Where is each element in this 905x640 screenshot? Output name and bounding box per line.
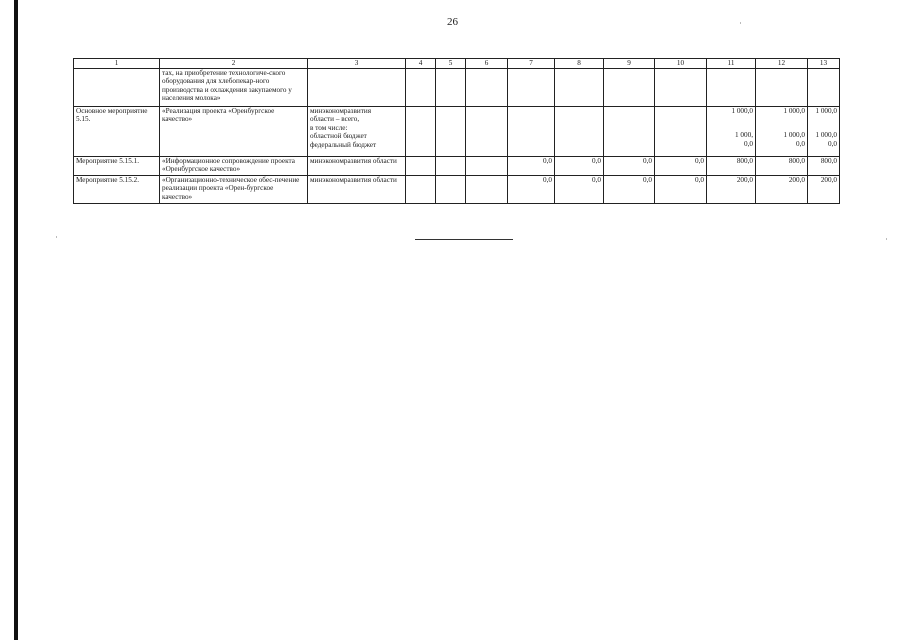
- scan-speck: [56, 236, 57, 238]
- header-cell: 12: [756, 59, 808, 69]
- page-number: 26: [447, 16, 458, 28]
- header-cell: 7: [508, 59, 555, 69]
- cell-description: «Реализация проекта «Оренбургское качество»: [160, 107, 308, 157]
- cell-empty: [74, 69, 160, 107]
- cell-activity-code: Мероприятие 5.15.2.: [74, 176, 160, 204]
- cell-description: «Организационно-техническое обес-печение реализации проекта «Орен-бургское качество»: [160, 176, 308, 204]
- cell-value: 1 000,0 1 000,0 0,0: [808, 107, 840, 157]
- cell-description: тах, на приобретение технологиче-ского оборудования для хлебопекар-ного производства и охлаждения закупаемого у населения молока»: [160, 69, 308, 107]
- cell-value: 0,0: [655, 157, 707, 176]
- table-row: [74, 69, 840, 107]
- header-cell: 10: [655, 59, 707, 69]
- cell-value: 0,0: [555, 176, 604, 204]
- cell-value: 200,0: [756, 176, 808, 204]
- header-cell: 3: [308, 59, 406, 69]
- cell-responsible: минэкономразвития области: [308, 157, 406, 176]
- budget-table: [73, 58, 840, 204]
- scan-edge-bar: [14, 0, 18, 640]
- cell-description: «Информационное сопровождение проекта «Оренбургское качество»: [160, 157, 308, 176]
- header-cell: 4: [406, 59, 436, 69]
- cell-value: 200,0: [808, 176, 840, 204]
- cell-value: 800,0: [756, 157, 808, 176]
- cell-responsible: минэкономразвития области: [308, 176, 406, 204]
- header-cell: 5: [436, 59, 466, 69]
- table-header-row: [74, 59, 840, 69]
- header-cell: 2: [160, 59, 308, 69]
- table-row: [74, 157, 840, 176]
- cell-empty: [308, 69, 406, 107]
- cell-value: 0,0: [508, 176, 555, 204]
- header-cell: 8: [555, 59, 604, 69]
- header-cell: 1: [74, 59, 160, 69]
- table-row: [74, 107, 840, 157]
- header-cell: 11: [707, 59, 756, 69]
- header-cell: 13: [808, 59, 840, 69]
- cell-value: 0,0: [508, 157, 555, 176]
- end-separator-line: [415, 239, 513, 240]
- cell-value: 1 000,0 1 000, 0,0: [707, 107, 756, 157]
- cell-activity-code: Мероприятие 5.15.1.: [74, 157, 160, 176]
- cell-value: 0,0: [604, 176, 655, 204]
- header-cell: 6: [466, 59, 508, 69]
- scan-speck: [740, 22, 741, 24]
- cell-value: 1 000,0 1 000,0 0,0: [756, 107, 808, 157]
- table-row: [74, 176, 840, 204]
- cell-value: 0,0: [655, 176, 707, 204]
- cell-value: 800,0: [707, 157, 756, 176]
- cell-activity-code: Основное мероприятие 5.15.: [74, 107, 160, 157]
- cell-value: 0,0: [555, 157, 604, 176]
- cell-responsible: минэкономразвития области – всего, в том числе: областной бюджет федеральный бюджет: [308, 107, 406, 157]
- cell-value: 800,0: [808, 157, 840, 176]
- scan-speck: [886, 238, 887, 240]
- cell-value: 200,0: [707, 176, 756, 204]
- cell-value: 0,0: [604, 157, 655, 176]
- header-cell: 9: [604, 59, 655, 69]
